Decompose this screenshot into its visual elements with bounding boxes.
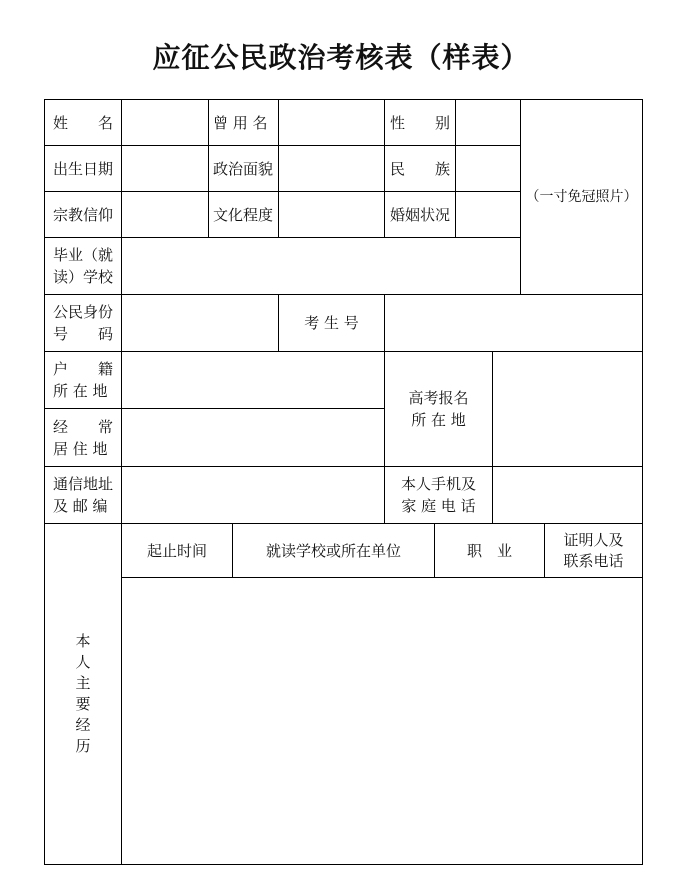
id-number-field[interactable] bbox=[122, 295, 278, 351]
label-history-char-5: 经 bbox=[75, 716, 91, 734]
label-education: 文化程度 bbox=[213, 205, 274, 224]
label-phone-line2: 家 庭 电 话 bbox=[401, 497, 476, 515]
birth-date-field[interactable] bbox=[122, 146, 208, 191]
header-witness-line2: 联系电话 bbox=[563, 551, 624, 570]
label-ethnicity: 民 族 bbox=[390, 159, 451, 178]
label-gaokao-location bbox=[385, 352, 492, 466]
label-birth-date: 出生日期 bbox=[53, 159, 114, 178]
name-field[interactable] bbox=[122, 100, 208, 145]
label-huji-line2: 所 在 地 bbox=[53, 382, 108, 400]
header-witness-line1: 证明人及 bbox=[563, 530, 624, 549]
label-address-line1: 通信地址 bbox=[53, 475, 114, 493]
label-id-line2: 号 码 bbox=[53, 325, 114, 343]
label-marital-status: 婚姻状况 bbox=[390, 205, 451, 224]
label-address-line2: 及 邮 编 bbox=[53, 497, 108, 515]
form-title: 应征公民政治考核表（样表） bbox=[152, 41, 530, 74]
label-school bbox=[45, 238, 121, 294]
phone-field[interactable] bbox=[493, 467, 642, 523]
photo-placeholder[interactable]: （一寸免冠照片） bbox=[525, 189, 638, 205]
label-school-line1: 毕业（就 bbox=[53, 246, 114, 264]
former-name-field[interactable] bbox=[279, 100, 384, 145]
label-gender: 性 别 bbox=[390, 113, 451, 132]
label-political-status: 政治面貌 bbox=[213, 159, 274, 178]
label-history-char-6: 历 bbox=[75, 737, 91, 755]
label-exam-number: 考 生 号 bbox=[304, 314, 359, 332]
gaokao-location-field[interactable] bbox=[493, 352, 642, 466]
label-former-name: 曾 用 名 bbox=[213, 113, 268, 132]
label-phone bbox=[385, 467, 492, 523]
residence-field[interactable] bbox=[122, 409, 384, 466]
exam-number-field[interactable] bbox=[385, 295, 642, 351]
label-history-char-1: 本 bbox=[75, 632, 91, 650]
label-name: 姓 名 bbox=[53, 113, 114, 132]
label-huji-line1: 户 籍 bbox=[53, 360, 114, 378]
political-status-field[interactable] bbox=[279, 146, 384, 191]
label-id-number bbox=[45, 295, 121, 351]
label-phone-line1: 本人手机及 bbox=[400, 475, 476, 493]
header-occupation: 职 业 bbox=[466, 541, 512, 560]
marital-status-field[interactable] bbox=[456, 192, 520, 237]
label-residence-line2: 居 住 地 bbox=[53, 439, 108, 458]
label-gaokao-line2: 所 在 地 bbox=[411, 411, 466, 429]
header-witness bbox=[545, 524, 642, 577]
label-household-registration bbox=[45, 352, 121, 408]
gender-field[interactable] bbox=[456, 100, 520, 145]
ethnicity-field[interactable] bbox=[456, 146, 520, 191]
education-field[interactable] bbox=[279, 192, 384, 237]
school-field[interactable] bbox=[122, 238, 520, 294]
household-registration-field[interactable] bbox=[122, 352, 384, 408]
label-history-char-2: 人 bbox=[75, 653, 91, 671]
label-religion: 宗教信仰 bbox=[53, 205, 114, 224]
label-history-char-3: 主 bbox=[75, 674, 91, 692]
header-school-unit: 就读学校或所在单位 bbox=[265, 541, 401, 560]
religion-field[interactable] bbox=[122, 192, 208, 237]
label-history-char-4: 要 bbox=[75, 695, 91, 713]
label-id-line1: 公民身份 bbox=[53, 303, 114, 321]
label-address bbox=[45, 467, 121, 523]
label-school-line2: 读）学校 bbox=[53, 268, 114, 286]
header-period: 起止时间 bbox=[146, 541, 207, 560]
history-entries-area[interactable] bbox=[122, 578, 642, 864]
label-residence bbox=[45, 409, 121, 466]
address-field[interactable] bbox=[122, 467, 384, 523]
label-history bbox=[45, 524, 121, 864]
label-gaokao-line1: 高考报名 bbox=[408, 389, 469, 407]
label-residence-line1: 经 常 bbox=[53, 417, 114, 436]
